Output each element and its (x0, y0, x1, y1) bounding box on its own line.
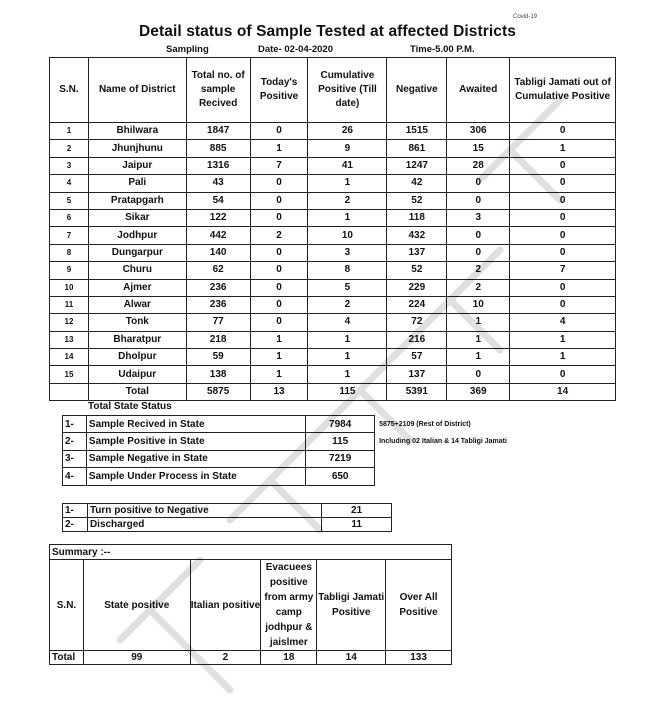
cell-awaited: 2 (447, 262, 510, 279)
cell-cumulative-positive: 4 (308, 314, 387, 331)
header-district: Name of District (88, 58, 186, 123)
cell-total-samples: 54 (186, 192, 250, 209)
cell-sn: 9 (50, 262, 89, 279)
header-awaited: Awaited (447, 58, 510, 123)
cell-district: Udaipur (88, 366, 186, 383)
header-total-samples: Total no. of sample Recived (186, 58, 250, 123)
cell-tabligi: 0 (510, 157, 616, 174)
cell-district: Churu (88, 262, 186, 279)
cell-negative: 224 (387, 296, 447, 313)
cell-tabligi: 1 (510, 349, 616, 366)
cell-total-samples: 885 (186, 140, 250, 157)
cell-tabligi: 0 (510, 209, 616, 226)
summary-header-sn: S.N. (50, 560, 84, 651)
state-status-note: Including 02 Italian & 14 Tabligi Jamati (379, 438, 507, 446)
cell-district: Bharatpur (88, 331, 186, 348)
cell-today-positive: 7 (250, 157, 308, 174)
state-status-sn: 1- (63, 416, 87, 433)
cell-total-samples: 442 (186, 227, 250, 244)
summary-header-overall: Over All Positive (386, 560, 452, 651)
header-cumulative-positive: Cumulative Positive (Till date) (308, 58, 387, 123)
page-title: Detail status of Sample Tested at affected Districts (138, 23, 517, 40)
cell-district: Pali (88, 175, 186, 192)
cell-awaited: 0 (447, 227, 510, 244)
cell-cumulative-positive: 5 (308, 279, 387, 296)
cell-total-samples: 140 (186, 244, 250, 261)
cell-negative: 42 (387, 175, 447, 192)
cell-cumulative-positive: 1 (308, 331, 387, 348)
cell-tabligi: 0 (510, 366, 616, 383)
cell-tabligi: 0 (510, 279, 616, 296)
cell-total-samples: 1316 (186, 157, 250, 174)
total-total-samples: 5875 (186, 383, 250, 400)
cell-total-samples: 1847 (186, 123, 250, 140)
cell-awaited: 0 (447, 192, 510, 209)
state-status-value: 115 (306, 433, 375, 450)
corner-label: Covid-19 (512, 14, 537, 20)
cell-today-positive: 0 (250, 123, 308, 140)
cell-district: Ajmer (88, 279, 186, 296)
summary-heading: Summary :-- (50, 545, 452, 560)
cell-negative: 1515 (387, 123, 447, 140)
state-status-heading: Total State Status (88, 401, 172, 412)
cell-sn: 1 (50, 123, 89, 140)
cell-sn: 11 (50, 296, 89, 313)
cell-sn: 2 (50, 140, 89, 157)
cell-district: Dungarpur (88, 244, 186, 261)
cell-awaited: 28 (447, 157, 510, 174)
cell-sn: 7 (50, 227, 89, 244)
summary-total-overall: 133 (386, 651, 452, 665)
report-time: Time-5.00 P.M. (410, 44, 475, 55)
recovery-value: 21 (322, 504, 392, 518)
cell-today-positive: 0 (250, 175, 308, 192)
header-sn: S.N. (50, 58, 89, 123)
cell-sn: 13 (50, 331, 89, 348)
header-negative: Negative (387, 58, 447, 123)
cell-awaited: 2 (447, 279, 510, 296)
total-cumulative-positive: 115 (308, 383, 387, 400)
cell-today-positive: 2 (250, 227, 308, 244)
cell-cumulative-positive: 1 (308, 349, 387, 366)
header-tabligi: Tabligi Jamati out of Cumulative Positive (510, 58, 616, 123)
cell-negative: 229 (387, 279, 447, 296)
cell-tabligi: 1 (510, 140, 616, 157)
cell-awaited: 1 (447, 331, 510, 348)
total-district: Total (88, 383, 186, 400)
summary-header-tabligi: Tabligi Jamati Positive (317, 560, 386, 651)
cell-tabligi: 0 (510, 123, 616, 140)
state-status-label: Sample Under Process in State (86, 468, 305, 485)
state-status-value: 7984 (306, 416, 375, 433)
state-status-note: 5875+2109 (Rest of District) (379, 420, 471, 428)
state-status-sn: 2- (63, 433, 87, 450)
summary-total-italian: 2 (190, 651, 261, 665)
summary-header-state-positive: State positive (83, 560, 190, 651)
cell-total-samples: 236 (186, 279, 250, 296)
cell-total-samples: 43 (186, 175, 250, 192)
state-status-value: 650 (306, 468, 375, 485)
cell-today-positive: 0 (250, 262, 308, 279)
cell-awaited: 1 (447, 349, 510, 366)
cell-cumulative-positive: 1 (308, 366, 387, 383)
total-today-positive: 13 (250, 383, 308, 400)
cell-today-positive: 0 (250, 296, 308, 313)
cell-district: Jhunjhunu (88, 140, 186, 157)
summary-total-label: Total (50, 651, 84, 665)
cell-negative: 52 (387, 192, 447, 209)
cell-tabligi: 0 (510, 175, 616, 192)
cell-sn: 10 (50, 279, 89, 296)
cell-district: Jaipur (88, 157, 186, 174)
cell-sn: 8 (50, 244, 89, 261)
state-status-sn: 4- (63, 468, 87, 485)
state-status-label: Sample Positive in State (86, 433, 305, 450)
cell-awaited: 10 (447, 296, 510, 313)
report-date: Date- 02-04-2020 (258, 44, 333, 55)
cell-sn: 12 (50, 314, 89, 331)
cell-negative: 72 (387, 314, 447, 331)
cell-cumulative-positive: 41 (308, 157, 387, 174)
cell-district: Dholpur (88, 349, 186, 366)
cell-sn: 6 (50, 209, 89, 226)
header-today-positive: Today's Positive (250, 58, 308, 123)
cell-cumulative-positive: 10 (308, 227, 387, 244)
cell-cumulative-positive: 3 (308, 244, 387, 261)
cell-today-positive: 1 (250, 366, 308, 383)
cell-negative: 861 (387, 140, 447, 157)
cell-today-positive: 0 (250, 192, 308, 209)
cell-awaited: 306 (447, 123, 510, 140)
cell-sn: 14 (50, 349, 89, 366)
state-status-label: Sample Recived in State (86, 416, 305, 433)
cell-cumulative-positive: 9 (308, 140, 387, 157)
cell-negative: 137 (387, 244, 447, 261)
cell-district: Jodhpur (88, 227, 186, 244)
cell-tabligi: 1 (510, 331, 616, 348)
state-status-value: 7219 (306, 450, 375, 467)
cell-cumulative-positive: 2 (308, 192, 387, 209)
cell-today-positive: 0 (250, 244, 308, 261)
cell-cumulative-positive: 26 (308, 123, 387, 140)
recovery-sn: 2- (63, 518, 88, 532)
cell-negative: 118 (387, 209, 447, 226)
total-negative: 5391 (387, 383, 447, 400)
cell-awaited: 0 (447, 175, 510, 192)
recovery-label: Turn positive to Negative (87, 504, 321, 518)
cell-district: Bhilwara (88, 123, 186, 140)
cell-total-samples: 122 (186, 209, 250, 226)
cell-sn: 15 (50, 366, 89, 383)
cell-district: Pratapgarh (88, 192, 186, 209)
cell-total-samples: 77 (186, 314, 250, 331)
cell-negative: 52 (387, 262, 447, 279)
cell-awaited: 3 (447, 209, 510, 226)
recovery-label: Discharged (87, 518, 321, 532)
total-awaited: 369 (447, 383, 510, 400)
cell-today-positive: 0 (250, 314, 308, 331)
cell-cumulative-positive: 1 (308, 175, 387, 192)
cell-tabligi: 4 (510, 314, 616, 331)
cell-sn: 4 (50, 175, 89, 192)
total-tabligi: 14 (510, 383, 616, 400)
summary-total-evacuees: 18 (261, 651, 317, 665)
cell-awaited: 1 (447, 314, 510, 331)
summary-total-state: 99 (83, 651, 190, 665)
cell-cumulative-positive: 2 (308, 296, 387, 313)
cell-district: Tonk (88, 314, 186, 331)
cell-total-samples: 59 (186, 349, 250, 366)
cell-negative: 137 (387, 366, 447, 383)
cell-tabligi: 0 (510, 192, 616, 209)
recovery-value: 11 (322, 518, 392, 532)
cell-negative: 432 (387, 227, 447, 244)
cell-tabligi: 7 (510, 262, 616, 279)
cell-tabligi: 0 (510, 296, 616, 313)
cell-total-samples: 218 (186, 331, 250, 348)
recovery-sn: 1- (63, 504, 88, 518)
cell-sn: 5 (50, 192, 89, 209)
summary-header-italian: Italian positive (190, 560, 261, 651)
cell-total-samples: 62 (186, 262, 250, 279)
summary-total-tabligi: 14 (317, 651, 386, 665)
cell-today-positive: 1 (250, 331, 308, 348)
cell-negative: 1247 (387, 157, 447, 174)
cell-today-positive: 0 (250, 209, 308, 226)
cell-awaited: 15 (447, 140, 510, 157)
cell-awaited: 0 (447, 366, 510, 383)
cell-today-positive: 0 (250, 279, 308, 296)
state-status-label: Sample Negative in State (86, 450, 305, 467)
cell-sn: 3 (50, 157, 89, 174)
summary-header-evacuees: Evacuees positive from army camp jodhpur & jaislmer (261, 560, 317, 651)
cell-today-positive: 1 (250, 140, 308, 157)
cell-district: Alwar (88, 296, 186, 313)
state-status-sn: 3- (63, 450, 87, 467)
cell-tabligi: 0 (510, 227, 616, 244)
cell-cumulative-positive: 1 (308, 209, 387, 226)
cell-negative: 57 (387, 349, 447, 366)
sampling-label: Sampling (166, 44, 209, 55)
cell-tabligi: 0 (510, 244, 616, 261)
cell-cumulative-positive: 8 (308, 262, 387, 279)
cell-awaited: 0 (447, 244, 510, 261)
cell-district: Sikar (88, 209, 186, 226)
cell-negative: 216 (387, 331, 447, 348)
cell-total-samples: 138 (186, 366, 250, 383)
cell-today-positive: 1 (250, 349, 308, 366)
cell-total-samples: 236 (186, 296, 250, 313)
